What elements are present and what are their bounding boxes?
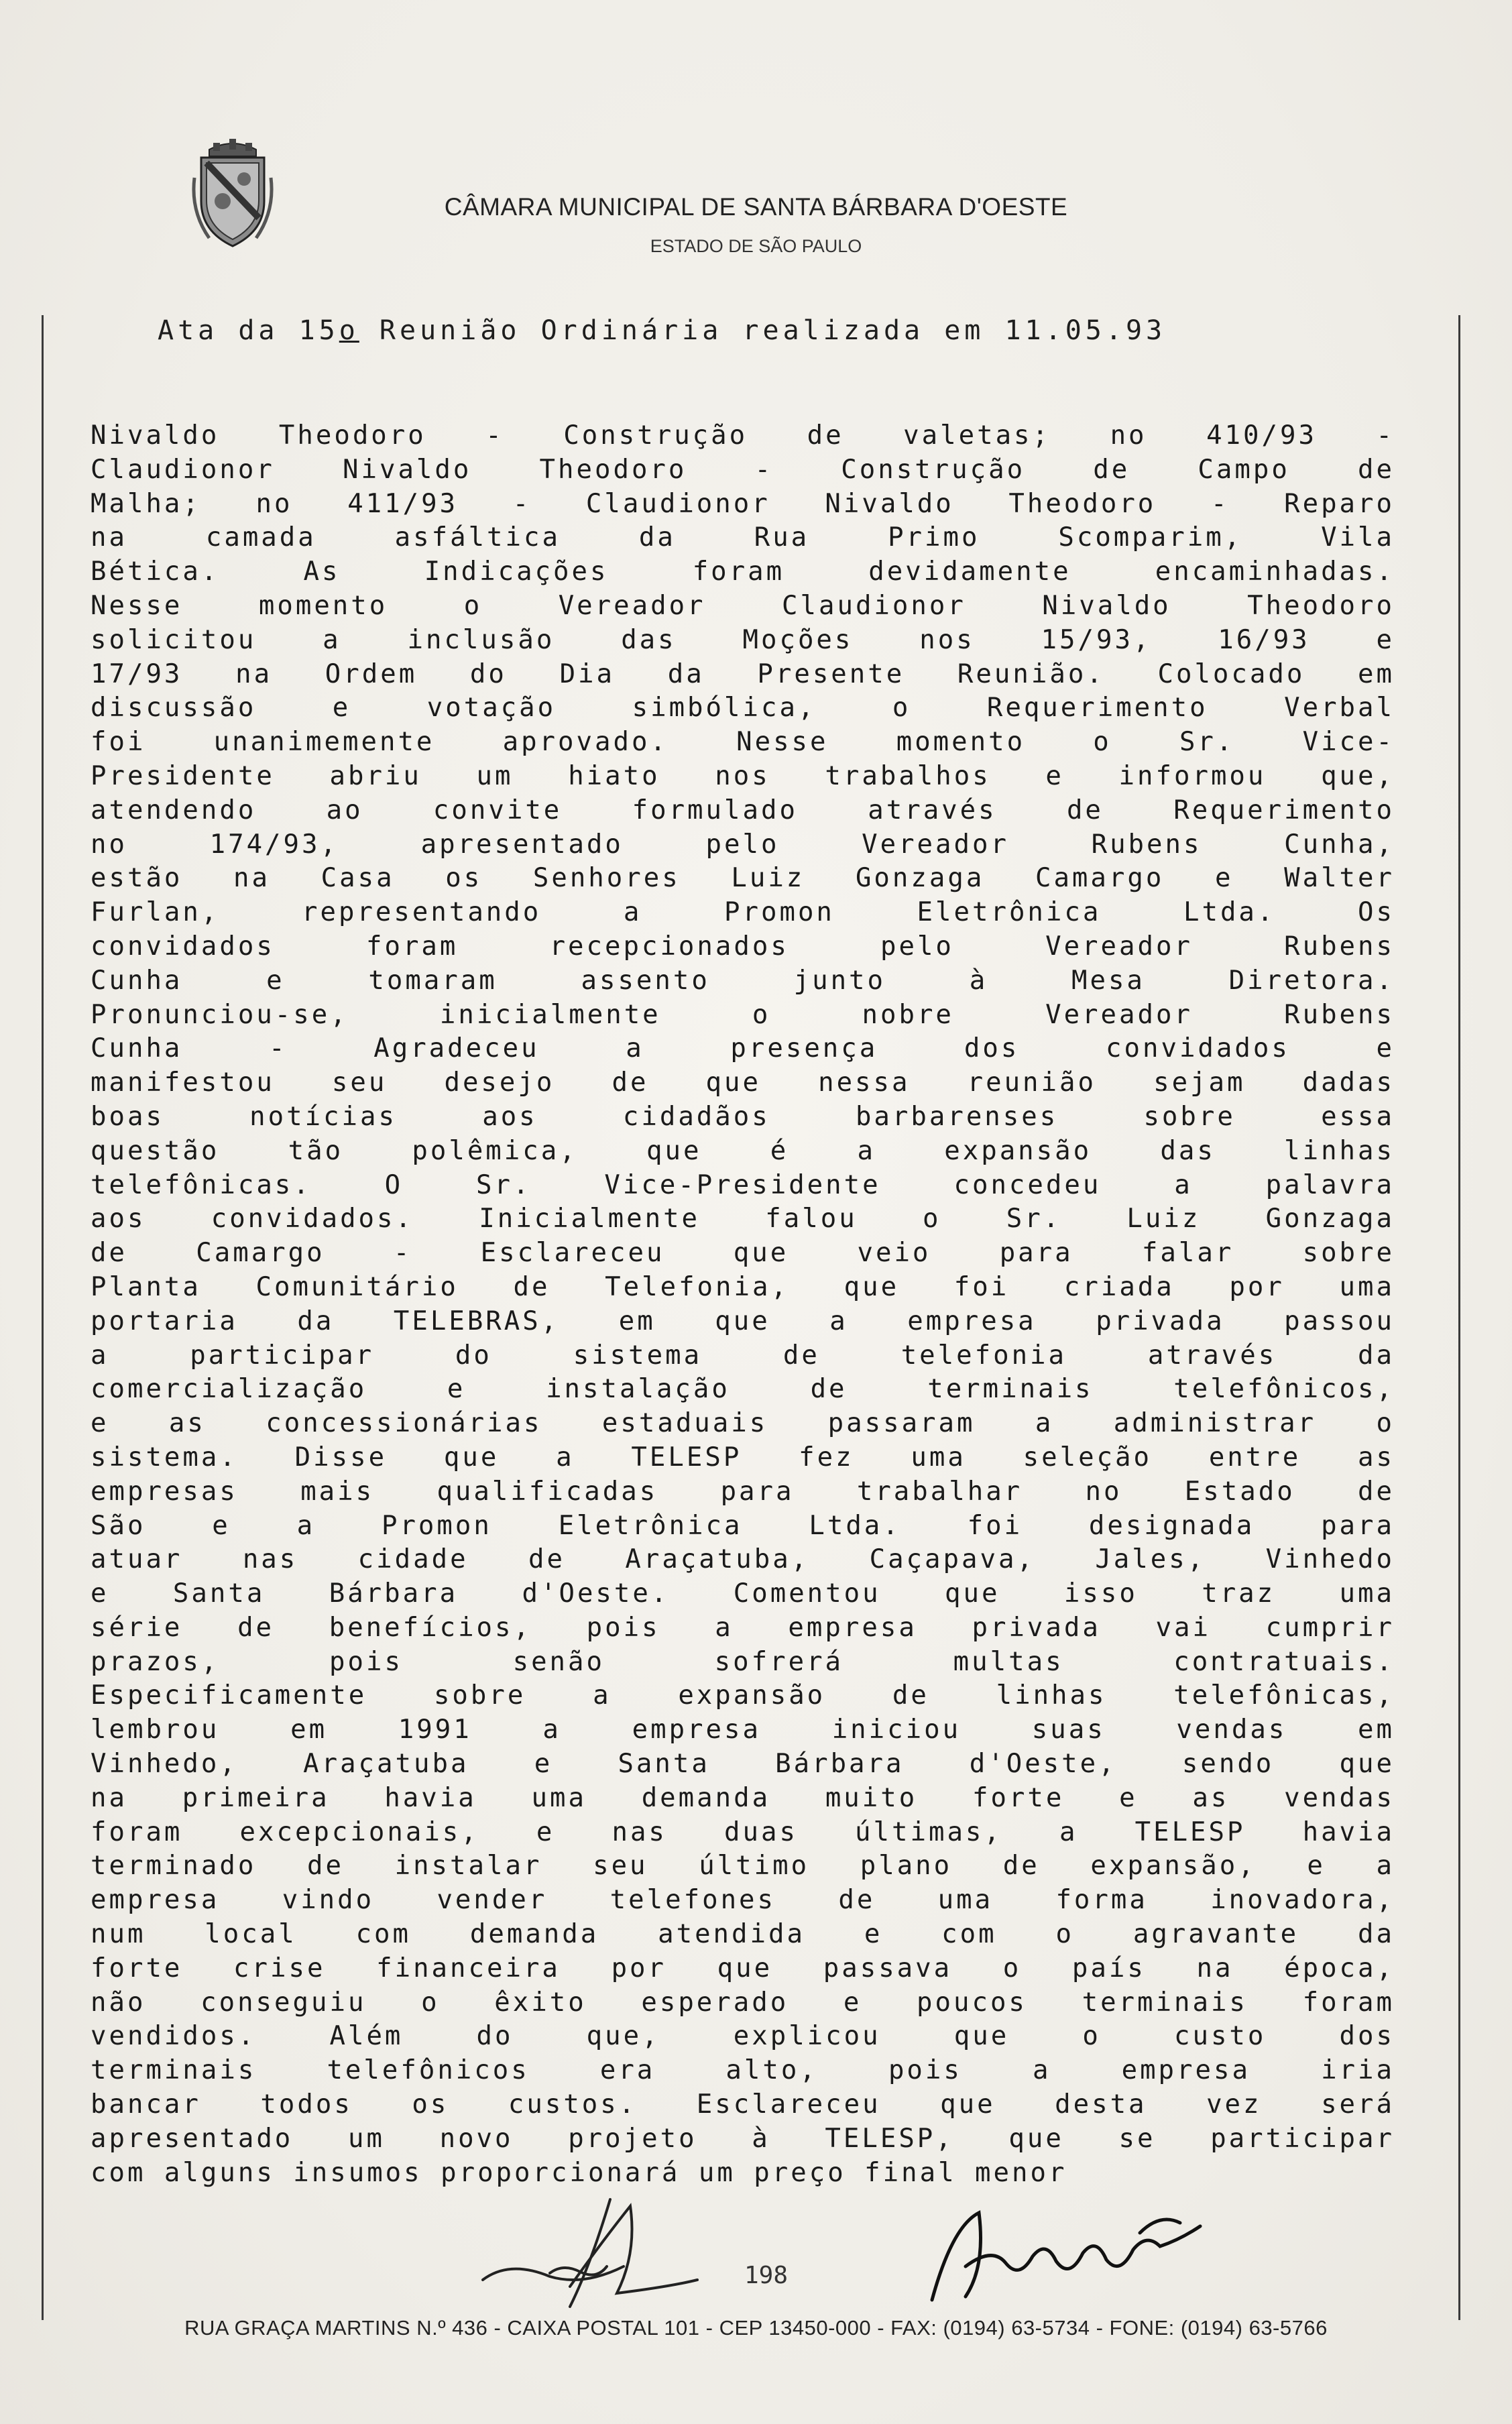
text-line: prazos, pois senão sofrerá multas contratuais. (91, 1646, 1395, 1677)
text-line: na primeira havia uma demanda muito forte e as vendas (91, 1782, 1395, 1813)
text-line: portaria da TELEBRAS, em que a empresa privada passou (91, 1306, 1395, 1336)
minutes-body (91, 419, 1395, 2190)
signature-right-icon (932, 2213, 1200, 2300)
text-line: com alguns insumos proporcionará um preço final menor (91, 2157, 1067, 2188)
page-number: 198 (744, 2262, 789, 2289)
text-line: Cunha e tomaram assento junto à Mesa Diretora. (91, 965, 1395, 996)
text-line: Malha; no 411/93 - Claudionor Nivaldo Theodoro - Reparo (91, 488, 1395, 519)
text-line: aos convidados. Inicialmente falou o Sr. Luiz Gonzaga (91, 1204, 1395, 1234)
text-line: série de benefícios, pois a empresa privada vai cumprir (91, 1612, 1395, 1643)
text-line: solicitou a inclusão das Moções nos 15/93, 16/93 e (91, 624, 1395, 655)
text-line: Nesse momento o Vereador Claudionor Nivaldo Theodoro (91, 590, 1395, 621)
text-line: na camada asfáltica da Rua Primo Scomparim, Vila (91, 522, 1395, 553)
text-line: terminais telefônicos era alto, pois a empresa iria (91, 2055, 1395, 2086)
text-line: num local com demanda atendida e com o agravante da (91, 1919, 1395, 1950)
text-line: foram excepcionais, e nas duas últimas, a TELESP havia (91, 1816, 1395, 1847)
text-line: convidados foram recepcionados pelo Vereador Rubens (91, 931, 1395, 962)
institution-name: CÂMARA MUNICIPAL DE SANTA BÁRBARA D'OESTE (444, 193, 1068, 221)
text-line: telefônicas. O Sr. Vice-Presidente concedeu a palavra (91, 1169, 1395, 1200)
state-name: ESTADO DE SÃO PAULO (650, 236, 862, 256)
text-line: atuar nas cidade de Araçatuba, Caçapava, Jales, Vinhedo (91, 1544, 1395, 1575)
text-line: atendendo ao convite formulado através de Requerimento (91, 795, 1395, 825)
minutes-title (158, 315, 1166, 346)
text-line: Planta Comunitário de Telefonia, que foi criada por uma (91, 1271, 1395, 1302)
text-line: empresas mais qualificadas para trabalhar no Estado de (91, 1476, 1395, 1507)
text-line: forte crise financeira por que passava o país na época, (91, 1953, 1395, 1983)
title-prefix: Ata da 15 (158, 315, 339, 346)
text-line: Furlan, representando a Promon Eletrônica Ltda. Os (91, 897, 1395, 928)
text-line: boas notícias aos cidadãos barbarenses sobre essa (91, 1101, 1395, 1132)
text-line: Vinhedo, Araçatuba e Santa Bárbara d'Oeste, sendo que (91, 1749, 1395, 1780)
text-line: vendidos. Além do que, explicou que o custo dos (91, 2021, 1395, 2052)
text-line: questão tão polêmica, que é a expansão das linhas (91, 1135, 1395, 1166)
text-line: e Santa Bárbara d'Oeste. Comentou que isso traz uma (91, 1578, 1395, 1609)
text-line: Nivaldo Theodoro - Construção de valetas; no 410/93 - (91, 420, 1395, 451)
title-ordinal: o (339, 315, 359, 346)
text-line: Claudionor Nivaldo Theodoro - Construção de Campo de (91, 454, 1395, 485)
signature-left-icon (483, 2199, 697, 2307)
text-line: Cunha - Agradeceu a presença dos convidados e (91, 1033, 1395, 1064)
text-line: de Camargo - Esclareceu que veio para falar sobre (91, 1238, 1395, 1269)
text-line: comercialização e instalação de terminais telefônicos, (91, 1374, 1395, 1405)
text-line: manifestou seu desejo de que nessa reunião sejam dadas (91, 1067, 1395, 1098)
text-line: discussão e votação simbólica, o Requerimento Verbal (91, 693, 1395, 724)
footer-address: RUA GRAÇA MARTINS N.º 436 - CAIXA POSTAL 101 - CEP 13450-000 - FAX: (0194) 63-5734 - FONE: (0194) 63-5766 (184, 2316, 1328, 2340)
text-line: bancar todos os custos. Esclareceu que desta vez será (91, 2089, 1395, 2120)
text-line: estão na Casa os Senhores Luiz Gonzaga Camargo e Walter (91, 863, 1395, 894)
text-line: no 174/93, apresentado pelo Vereador Rubens Cunha, (91, 829, 1395, 860)
text-line: lembrou em 1991 a empresa iniciou suas vendas em (91, 1715, 1395, 1745)
text-line: e as concessionárias estaduais passaram a administrar o (91, 1408, 1395, 1439)
text-line: Bética. As Indicações foram devidamente encaminhadas. (91, 557, 1395, 587)
text-line: empresa vindo vender telefones de uma forma inovadora, (91, 1885, 1395, 1916)
title-suffix: Reunião Ordinária realizada em 11.05.93 (359, 315, 1167, 346)
text-line: a participar do sistema de telefonia através da (91, 1340, 1395, 1371)
signatures (469, 2186, 1274, 2320)
text-line: sistema. Disse que a TELESP fez uma seleção entre as (91, 1442, 1395, 1473)
text-line: foi unanimemente aprovado. Nesse momento o Sr. Vice- (91, 727, 1395, 758)
text-line: não conseguiu o êxito esperado e poucos terminais foram (91, 1987, 1395, 2018)
text-line: Pronunciou-se, inicialmente o nobre Vereador Rubens (91, 999, 1395, 1030)
left-margin-rule (42, 315, 44, 2320)
text-line: terminado de instalar seu último plano de expansão, e a (91, 1851, 1395, 1882)
right-margin-rule (1458, 315, 1460, 2320)
text-line: apresentado um novo projeto à TELESP, que se participar (91, 2123, 1395, 2154)
text-line: 17/93 na Ordem do Dia da Presente Reunião. Colocado em (91, 658, 1395, 689)
text-line: São e a Promon Eletrônica Ltda. foi designada para (91, 1510, 1395, 1541)
text-line: Presidente abriu um hiato nos trabalhos e informou que, (91, 760, 1395, 791)
text-line: Especificamente sobre a expansão de linhas telefônicas, (91, 1680, 1395, 1711)
